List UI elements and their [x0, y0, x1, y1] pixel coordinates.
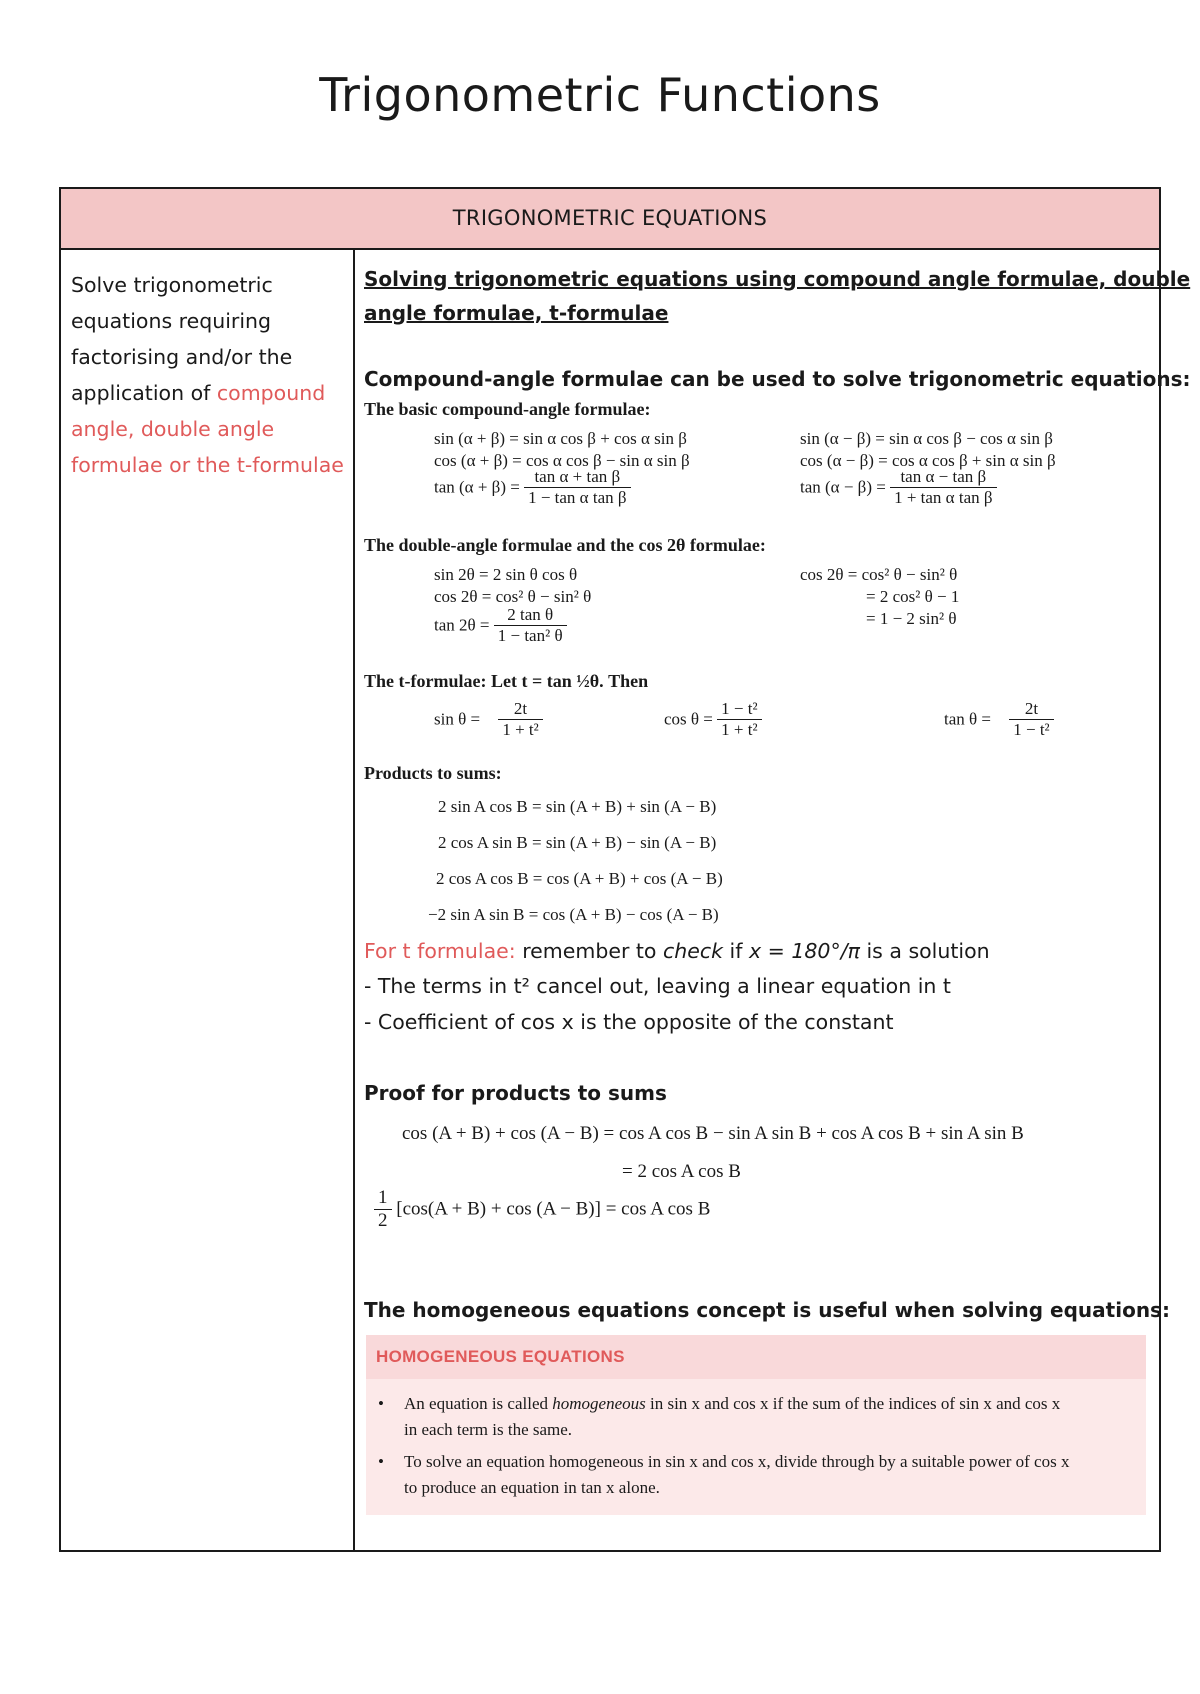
fraction — [524, 467, 630, 508]
denominator: 1 − tan² θ — [497, 626, 563, 645]
column-divider — [353, 250, 355, 1550]
formula-cos2-c: = 1 − 2 sin² θ — [866, 609, 957, 628]
t-formulae-note — [364, 939, 990, 963]
numerator: 2 tan θ — [494, 605, 567, 626]
numerator: tan α − tan β — [890, 467, 996, 488]
homogeneous-box — [366, 1335, 1146, 1515]
objective-highlight: formulae or the t-formulae — [71, 453, 344, 477]
bullet-text: in sin x and cos x if the sum of the indices of sin x and cos x — [645, 1394, 1061, 1413]
denominator: 1 + t² — [502, 720, 539, 739]
note-label: For t formulae: — [364, 939, 516, 963]
fraction — [717, 699, 761, 740]
note-line: - Coefficient of cos x is the opposite of the constant — [364, 1010, 894, 1034]
denominator: 1 + t² — [721, 720, 758, 739]
numerator: 2t — [498, 699, 542, 720]
objective-highlight: angle, double angle — [71, 417, 275, 441]
objective-cell — [71, 267, 346, 483]
homogeneous-bullet — [378, 1391, 1144, 1443]
formula-t-cos — [664, 699, 762, 740]
formula-cos2: cos 2θ = cos² θ − sin² θ — [434, 587, 592, 606]
formula-product: 2 cos A cos B = cos (A + B) + cos (A − B) — [436, 869, 723, 888]
formula-cos2-b: = 2 cos² θ − 1 — [866, 587, 960, 606]
formula-product: −2 sin A sin B = cos (A + B) − cos (A − B) — [428, 905, 719, 924]
proof-rest: [cos(A + B) + cos (A − B)] = cos A cos B — [396, 1198, 711, 1220]
numerator: 1 − t² — [717, 699, 761, 720]
proof-line: cos (A + B) + cos (A − B) = cos A cos B − sin A sin B + cos A cos B + sin A sin B — [402, 1123, 1024, 1144]
bullet-icon: • — [378, 1394, 384, 1413]
denominator: 2 — [378, 1210, 388, 1231]
denominator: 1 − t² — [1013, 720, 1050, 739]
formula-cos2-a: cos 2θ = cos² θ − sin² θ — [800, 565, 958, 584]
homogeneous-intro: The homogeneous equations concept is useful when solving equations: — [364, 1298, 1170, 1322]
formula-product: 2 sin A cos B = sin (A + B) + sin (A − B) — [438, 797, 717, 816]
bullet-line: in each term is the same. — [404, 1420, 573, 1439]
objective-line: Solve trigonometric — [71, 273, 273, 297]
products-title: Products to sums: — [364, 763, 502, 783]
note-text: if — [723, 939, 749, 963]
proof-line — [374, 1187, 710, 1232]
fraction — [374, 1187, 392, 1232]
page-title: Trigonometric Functions — [319, 68, 881, 122]
objective-line: equations requiring — [71, 309, 272, 333]
note-emphasis: x = 180°/π — [748, 939, 860, 963]
double-formulae-title: The double-angle formulae and the cos 2θ formulae: — [364, 535, 766, 555]
objective-highlight: compound — [216, 381, 326, 405]
formula-lhs: tan 2θ = — [434, 615, 490, 635]
homogeneous-title: HOMOGENEOUS EQUATIONS — [366, 1335, 1146, 1379]
fraction — [890, 467, 996, 508]
bullet-text: An equation is called — [404, 1394, 553, 1413]
proof-title: Proof for products to sums — [364, 1081, 667, 1105]
formula-lhs: tan (α + β) = — [434, 477, 520, 497]
note-emphasis: check — [663, 939, 724, 963]
formula-lhs: tan (α − β) = — [800, 477, 886, 497]
objective-text: application of — [71, 381, 217, 405]
section-heading: Solving trigonometric equations using compound angle formulae, double — [364, 267, 1191, 291]
formula-tan2 — [434, 605, 567, 646]
bullet-icon: • — [378, 1452, 384, 1471]
formula-lhs: cos θ = — [664, 709, 713, 729]
numerator: tan α + tan β — [524, 467, 630, 488]
bullet-line: to produce an equation in tan x alone. — [404, 1478, 660, 1497]
t-formulae-title: The t-formulae: Let t = tan ½θ. Then — [364, 671, 649, 691]
denominator: 1 − tan α tan β — [528, 488, 627, 507]
fraction — [498, 699, 542, 740]
formula-tan-minus — [800, 467, 997, 508]
fraction — [494, 605, 567, 646]
objective-line: factorising and/or the — [71, 345, 293, 369]
formula-product: 2 cos A sin B = sin (A + B) − sin (A − B) — [438, 833, 717, 852]
formula-sin-minus: sin (α − β) = sin α cos β − cos α sin β — [800, 429, 1053, 448]
compound-intro: Compound-angle formulae can be used to solve trigonometric equations: — [364, 367, 1191, 391]
table-header: TRIGONOMETRIC EQUATIONS — [61, 189, 1159, 250]
proof-line: = 2 cos A cos B — [622, 1161, 741, 1182]
fraction — [1009, 699, 1053, 740]
homogeneous-bullet — [378, 1449, 1144, 1501]
numerator: 2t — [1009, 699, 1053, 720]
note-text: is a solution — [859, 939, 990, 963]
basic-formulae-title: The basic compound-angle formulae: — [364, 399, 651, 419]
numerator: 1 — [374, 1187, 392, 1210]
formula-cos-minus: cos (α − β) = cos α cos β + sin α sin β — [800, 451, 1056, 470]
denominator: 1 + tan α tan β — [894, 488, 993, 507]
formula-t-tan — [944, 699, 1054, 740]
note-text: remember to — [515, 939, 663, 963]
bullet-line — [404, 1391, 1144, 1417]
note-line: - The terms in t² cancel out, leaving a linear equation in t — [364, 974, 951, 998]
formula-lhs: tan θ = — [944, 709, 991, 729]
bullet-line: To solve an equation homogeneous in sin x and cos x, divide through by a suitable power of cos x — [404, 1452, 1070, 1471]
formula-cos-plus: cos (α + β) = cos α cos β − sin α sin β — [434, 451, 690, 470]
bullet-emphasis: homogeneous — [552, 1394, 646, 1413]
objective-line — [71, 375, 346, 411]
topic-table — [59, 187, 1191, 1552]
formula-lhs: sin θ = — [434, 709, 481, 729]
formula-sin2: sin 2θ = 2 sin θ cos θ — [434, 565, 578, 584]
formula-tan-plus — [434, 467, 631, 508]
section-heading: angle formulae, t-formulae — [364, 301, 669, 325]
formula-t-sin — [434, 699, 543, 740]
formula-sin-plus: sin (α + β) = sin α cos β + cos α sin β — [434, 429, 687, 448]
